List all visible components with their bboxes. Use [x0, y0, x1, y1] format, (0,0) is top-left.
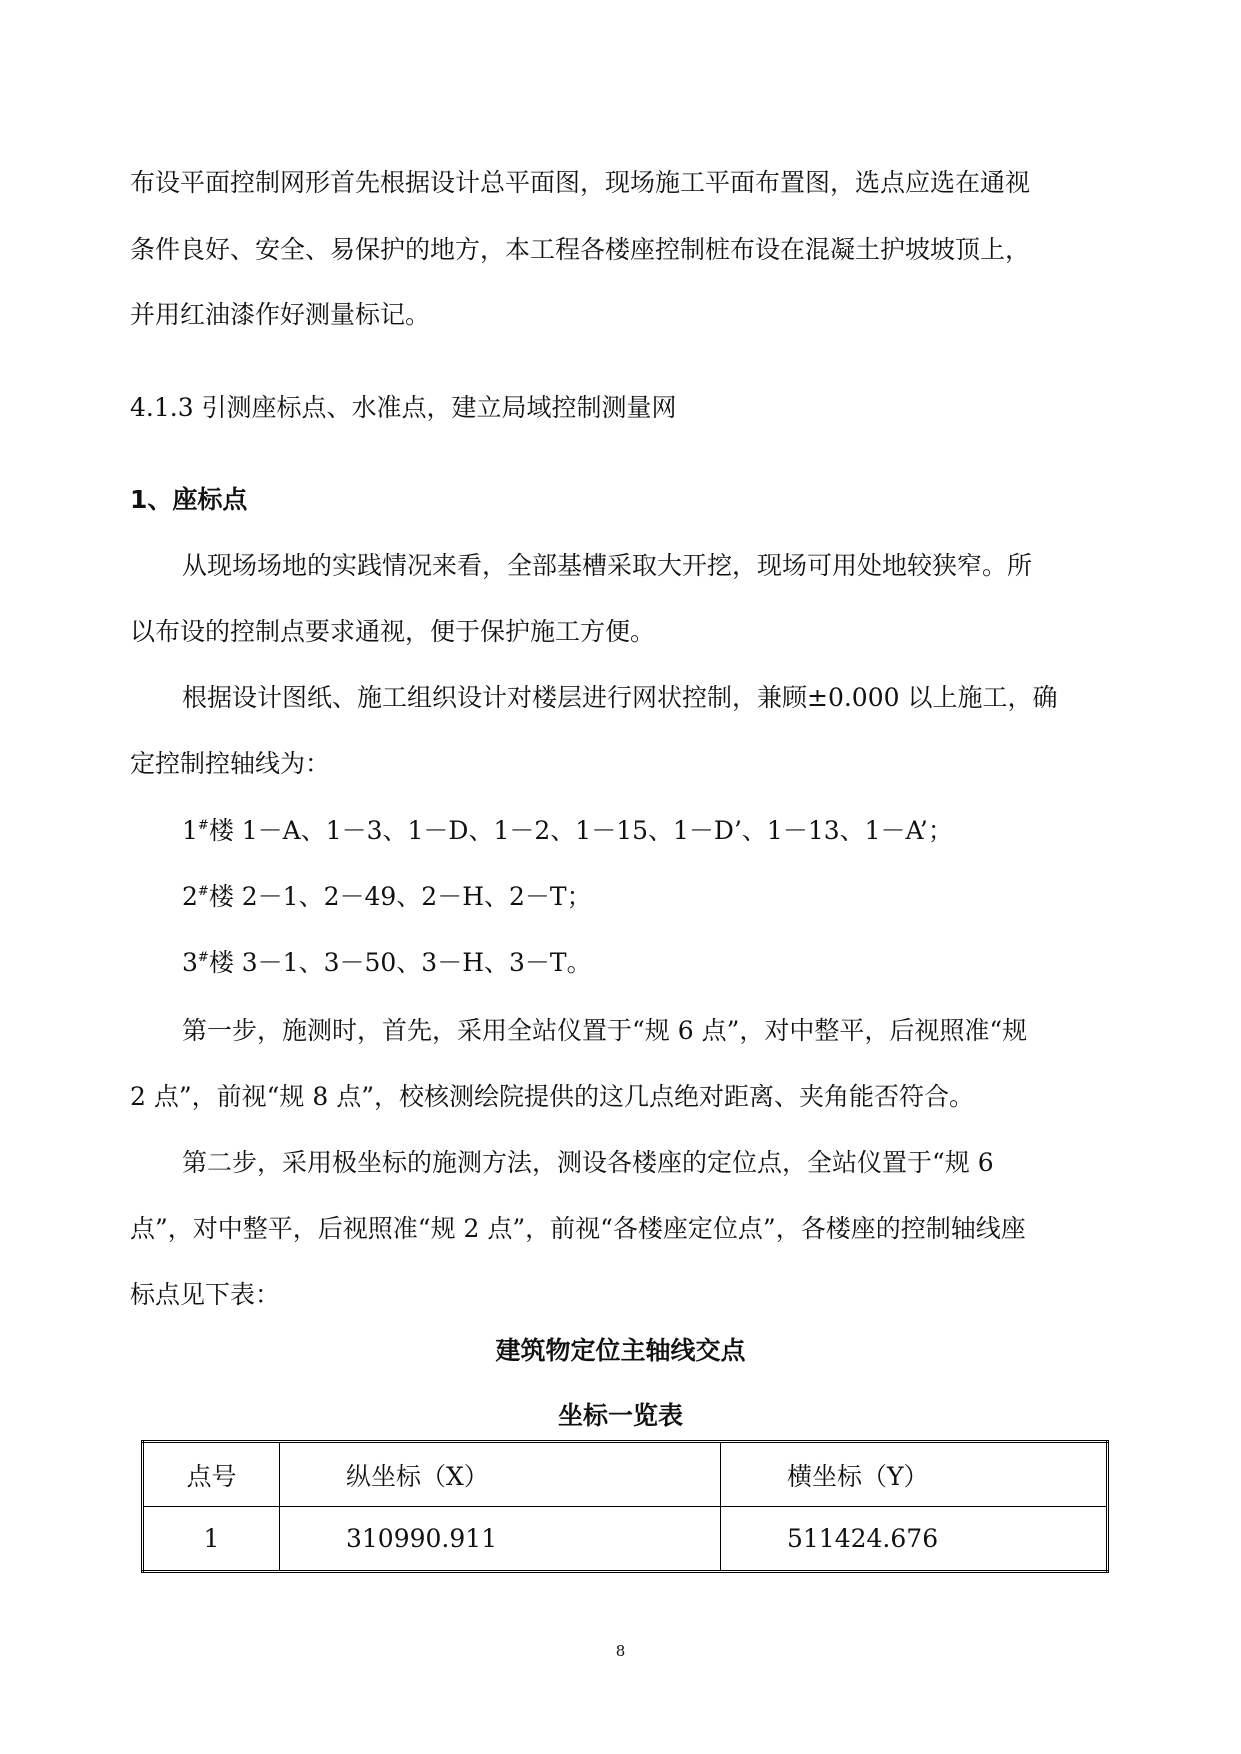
building-2-axes: [182, 884, 592, 909]
text-line: 从现场场地的实践情况来看，全部基槽采取大开挖，现场可用处地较狭窄。所: [182, 551, 1033, 580]
text-line: 第二步，采用极坐标的施测方法，测设各楼座的定位点，全站仪置于“规 6: [182, 1148, 994, 1177]
hash-mark: #: [197, 884, 209, 899]
building-number: 1: [182, 816, 198, 845]
text-line: 定控制控轴线为：: [130, 749, 331, 778]
axis-values: 楼 2－1、2－49、2－H、2－T；: [208, 882, 592, 911]
table-row: [143, 1507, 1108, 1572]
sub-heading: 1、座标点: [130, 485, 248, 514]
building-number: 2: [182, 882, 198, 911]
building-number: 3: [182, 948, 198, 977]
header-point-no: 点号: [143, 1442, 280, 1507]
text-line: 并用红油漆作好测量标记。: [130, 300, 431, 329]
axis-values: 楼 3－1、3－50、3－H、3－T。: [208, 948, 592, 977]
hash-mark: #: [197, 818, 209, 833]
table-header-row: [143, 1442, 1108, 1507]
text-line: 条件良好、安全、易保护的地方，本工程各楼座控制桩布设在混凝土护坡坡顶上，: [130, 235, 1031, 264]
coordinate-table: [141, 1440, 1109, 1573]
header-y-coord: 横坐标（Y）: [721, 1442, 1108, 1507]
table-title: 建筑物定位主轴线交点: [495, 1336, 746, 1365]
text-line: 标点见下表：: [130, 1280, 281, 1309]
building-1-axes: [182, 818, 953, 843]
hash-mark: #: [197, 950, 209, 965]
axis-values: 楼 1－A、1－3、1－D、1－2、1－15、1－D’、1－13、1－A’；: [208, 816, 953, 845]
text-line: 以布设的控制点要求通视，便于保护施工方便。: [130, 617, 656, 646]
text-line: 点”，对中整平，后视照准“规 2 点”，前视“各楼座定位点”，各楼座的控制轴线座: [130, 1214, 1026, 1243]
section-heading: 4.1.3 引测座标点、水准点，建立局域控制测量网: [130, 393, 677, 422]
cell-x-coord: 310990.911: [280, 1507, 721, 1572]
text-line: 根据设计图纸、施工组织设计对楼层进行网状控制，兼顾±0.000 以上施工，确: [182, 683, 1058, 712]
building-3-axes: [182, 950, 592, 975]
header-x-coord: 纵坐标（X）: [280, 1442, 721, 1507]
page-number: 8: [615, 1642, 626, 1660]
cell-point-no: 1: [143, 1507, 280, 1572]
table-subtitle: 坐标一览表: [557, 1401, 683, 1430]
text-line: 第一步，施测时，首先，采用全站仪置于“规 6 点”，对中整平，后视照准“规: [182, 1016, 1028, 1045]
text-line: 布设平面控制网形首先根据设计总平面图，现场施工平面布置图，选点应选在通视: [130, 168, 1031, 197]
text-line: 2 点”，前视“规 8 点”，校核测绘院提供的这几点绝对距离、夹角能否符合。: [130, 1082, 974, 1111]
cell-y-coord: 511424.676: [721, 1507, 1108, 1572]
